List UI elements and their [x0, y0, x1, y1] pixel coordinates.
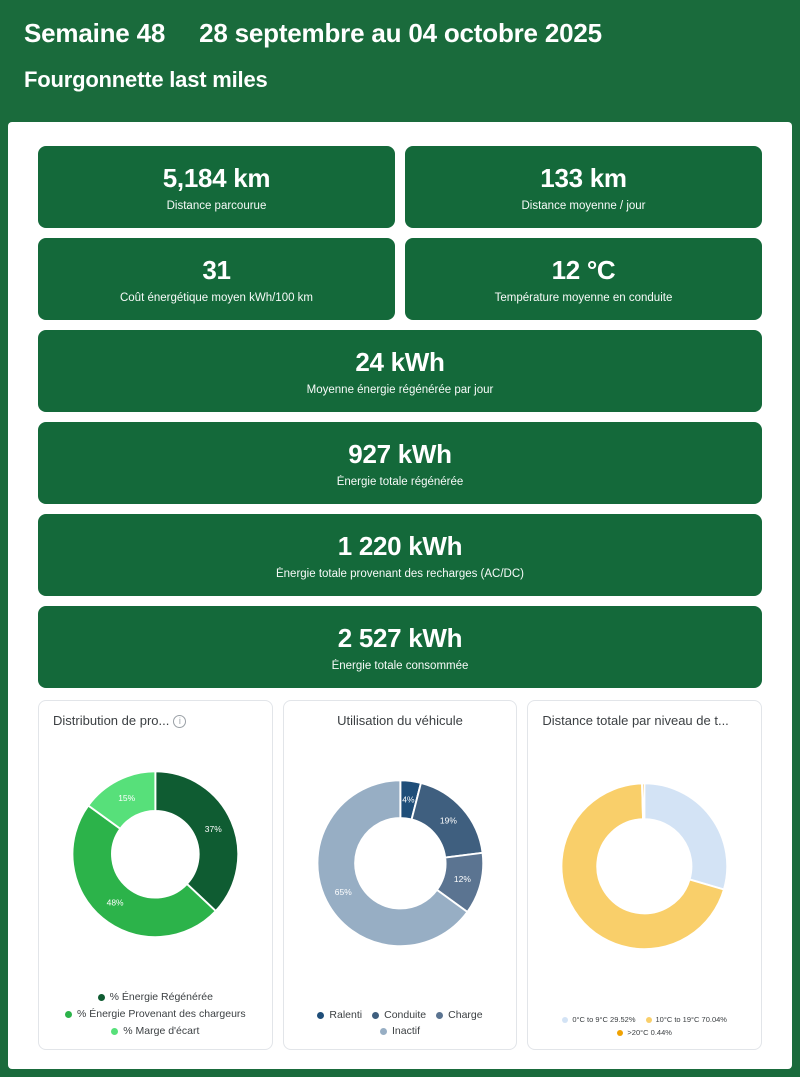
report-board: [8, 122, 792, 1069]
legend-item[interactable]: [436, 1009, 482, 1021]
kpi-value: 12 °C: [551, 254, 616, 285]
legend-swatch-icon: [646, 1017, 652, 1023]
legend-label: % Énergie Régénérée: [109, 991, 213, 1003]
info-icon[interactable]: i: [173, 715, 186, 728]
chart-legend: [47, 989, 264, 1043]
legend-swatch-icon: [436, 1012, 443, 1019]
slice-value-label: 48%: [106, 897, 124, 908]
legend-swatch-icon: [111, 1028, 118, 1035]
kpi-temperature-moyenne: [405, 238, 762, 320]
card-title-text: Distribution de pro...: [53, 713, 170, 728]
charts-row: [38, 700, 762, 1050]
legend-label: Inactif: [392, 1025, 421, 1037]
legend-swatch-icon: [65, 1011, 72, 1018]
legend-swatch-icon: [562, 1017, 568, 1023]
kpi-value: 5,184 km: [162, 162, 271, 193]
kpi-value: 24 kWh: [355, 346, 445, 377]
slice-value-label: 15%: [118, 792, 136, 803]
legend-swatch-icon: [380, 1028, 387, 1035]
kpi-energie-totale-recharges: [38, 514, 762, 596]
kpi-energie-totale-regeneree: [38, 422, 762, 504]
kpi-value: 31: [202, 254, 231, 285]
card-distance-par-temperature: [527, 700, 762, 1050]
donut-svg: [47, 751, 264, 966]
donut-slice[interactable]: [642, 783, 644, 819]
kpi-label: Coût énergétique moyen kWh/100 km: [119, 292, 314, 305]
kpi-label: Énergie totale régénérée: [336, 476, 464, 489]
donut-slice[interactable]: [645, 783, 728, 889]
kpi-label: Énergie totale consommée: [331, 660, 469, 673]
kpi-label: Température moyenne en conduite: [494, 292, 673, 305]
legend-label: % Marge d'écart: [123, 1025, 200, 1037]
kpi-distance-parcourue: [38, 146, 395, 228]
header-title-line: [24, 18, 776, 49]
chart-legend: [536, 1013, 753, 1043]
legend-swatch-icon: [372, 1012, 379, 1019]
chart-legend: [292, 1007, 509, 1043]
legend-item[interactable]: [372, 1009, 426, 1021]
legend-item[interactable]: [617, 1028, 672, 1037]
page-header: [0, 0, 800, 103]
donut-slice[interactable]: [155, 771, 238, 911]
card-title: [292, 711, 509, 728]
legend-label: >20°C 0.44%: [627, 1028, 672, 1037]
legend-label: Ralenti: [329, 1009, 363, 1021]
donut-chart-energy: [47, 728, 264, 989]
legend-label: Charge: [448, 1009, 483, 1021]
date-range-label: 28 septembre au 04 octobre 2025: [199, 18, 602, 48]
slice-value-label: 37%: [204, 824, 222, 835]
legend-item[interactable]: [562, 1015, 635, 1024]
legend-item[interactable]: [317, 1009, 362, 1021]
legend-item[interactable]: [65, 1008, 246, 1020]
kpi-value: 1 220 kWh: [337, 530, 463, 561]
week-label: Semaine 48: [24, 18, 166, 48]
legend-item[interactable]: [111, 1025, 199, 1037]
slice-value-label: 12%: [453, 874, 471, 885]
legend-label: 10°C to 19°C 70.04%: [655, 1015, 727, 1024]
card-distribution-provenance: [38, 700, 273, 1050]
legend-swatch-icon: [617, 1030, 623, 1036]
card-title: [47, 711, 264, 728]
card-utilisation-vehicule: [283, 700, 518, 1050]
legend-item[interactable]: [380, 1025, 420, 1037]
donut-svg: [536, 763, 753, 978]
legend-item[interactable]: [646, 1015, 727, 1024]
card-title-text: Distance totale par niveau de t...: [542, 713, 729, 728]
vehicle-name: Fourgonnette last miles: [24, 67, 268, 92]
legend-label: % Énergie Provenant des chargeurs: [76, 1008, 246, 1020]
donut-chart-usage: [292, 728, 509, 1007]
card-title-text: Utilisation du véhicule: [337, 713, 463, 728]
kpi-value: 2 527 kWh: [337, 622, 463, 653]
donut-svg: [292, 760, 509, 975]
kpi-label: Moyenne énergie régénérée par jour: [306, 384, 494, 397]
slice-value-label: 19%: [439, 815, 457, 826]
kpi-value: 927 kWh: [348, 438, 452, 469]
kpi-label: Distance moyenne / jour: [521, 200, 646, 213]
kpi-distance-moyenne-jour: [405, 146, 762, 228]
legend-swatch-icon: [98, 994, 105, 1001]
slice-value-label: 65%: [334, 887, 352, 898]
slice-value-label: 4%: [401, 794, 415, 805]
legend-swatch-icon: [317, 1012, 324, 1019]
kpi-moyenne-energie-regeneree: [38, 330, 762, 412]
kpi-value: 133 km: [540, 162, 627, 193]
kpi-label: Distance parcourue: [166, 200, 267, 213]
legend-label: Conduite: [384, 1009, 427, 1021]
kpi-label: Énergie totale provenant des recharges (AC/DC): [275, 568, 524, 581]
kpi-energie-totale-consommee: [38, 606, 762, 688]
donut-chart-temperature: [536, 728, 753, 1013]
kpi-grid: [38, 146, 762, 688]
kpi-cout-energetique-moyen: [38, 238, 395, 320]
card-title: [536, 711, 753, 728]
legend-label: 0°C to 9°C 29.52%: [572, 1015, 636, 1024]
legend-item[interactable]: [98, 991, 213, 1003]
